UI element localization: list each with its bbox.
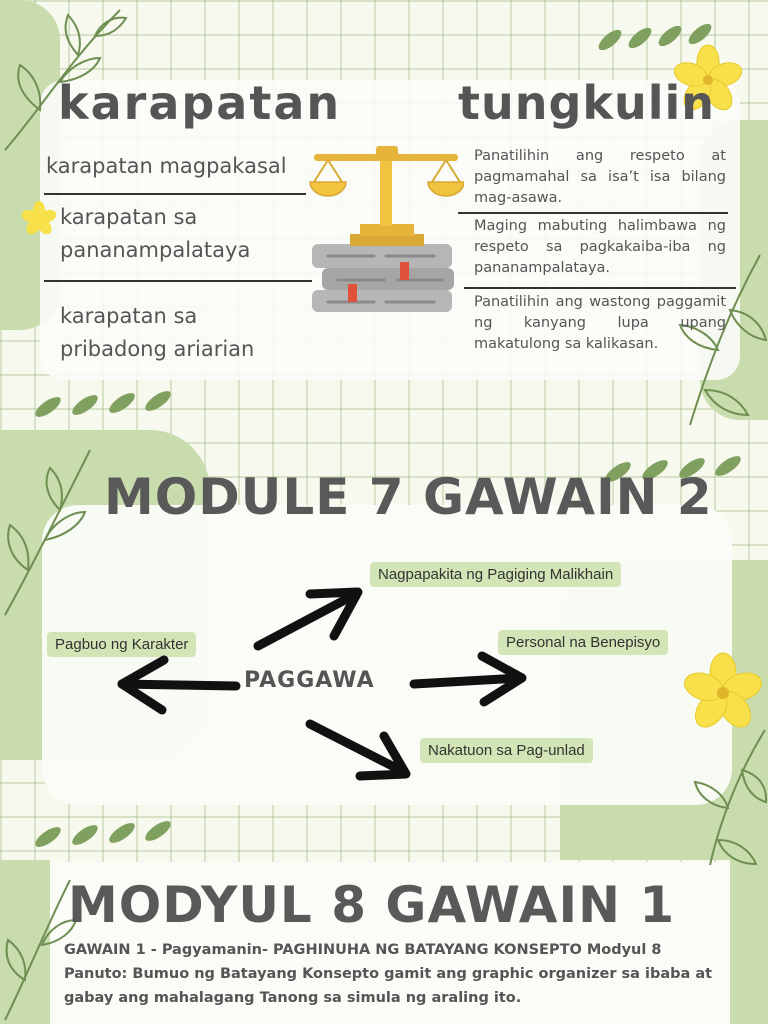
rights-heading: karapatan bbox=[58, 76, 342, 130]
rights-item-3: karapatan sa pribadong ariarian bbox=[60, 304, 255, 361]
arrow-to-right-icon bbox=[414, 678, 520, 684]
yellow-flower-small-left-icon bbox=[18, 198, 60, 240]
rights-divider-2 bbox=[44, 280, 312, 282]
duties-divider-2 bbox=[464, 287, 736, 289]
rights-item-2: karapatan sa pananampalataya bbox=[60, 205, 251, 262]
center-label: PAGGAWA bbox=[244, 668, 375, 693]
arrows-diagram bbox=[0, 560, 768, 810]
rights-divider-1 bbox=[44, 193, 306, 195]
scales-of-justice-icon bbox=[304, 140, 464, 320]
instructions-text: GAWAIN 1 - Pagyamanin- PAGHINUHA NG BATAYANG KONSEPTO Modyul 8 Panuto: Bumuo ng Batayang Konsepto gamit ang graphic organizer sa ibaba at gabay ang mahalagang Tanong sa simula ng araling ito. bbox=[64, 942, 713, 1006]
node-right: Personal na Benepisyo bbox=[498, 630, 668, 655]
duties-divider-1 bbox=[458, 212, 728, 214]
decor-blob-bottom-right bbox=[730, 860, 768, 1024]
duties-item-1: Panatilihin ang respeto at pagmamahal sa isa’t isa bilang mag-asawa. bbox=[474, 148, 726, 206]
duties-heading: tungkulin bbox=[458, 76, 716, 130]
leaf-dashes-section3-icon bbox=[30, 815, 180, 855]
arrow-to-left-icon bbox=[122, 684, 236, 686]
module7-title: MODULE 7 GAWAIN 2 bbox=[104, 468, 713, 526]
rights-item-1: karapatan magpakasal bbox=[46, 154, 287, 178]
node-top: Nagpapakita ng Pagiging Malikhain bbox=[370, 562, 621, 587]
leaf-dashes-section1-icon bbox=[30, 385, 180, 425]
duties-item-2: Maging mabuting halimbawa ng respeto sa pagkakaiba-iba ng pananampalataya. bbox=[474, 218, 726, 276]
node-bottom: Nakatuon sa Pag-unlad bbox=[420, 738, 593, 763]
duties-item-3: Panatilihin ang wastong paggamit ng kanyang lupa upang makatulong sa kalikasan. bbox=[474, 294, 726, 352]
module8-title: MODYUL 8 GAWAIN 1 bbox=[68, 876, 676, 934]
node-left: Pagbuo ng Karakter bbox=[47, 632, 196, 657]
